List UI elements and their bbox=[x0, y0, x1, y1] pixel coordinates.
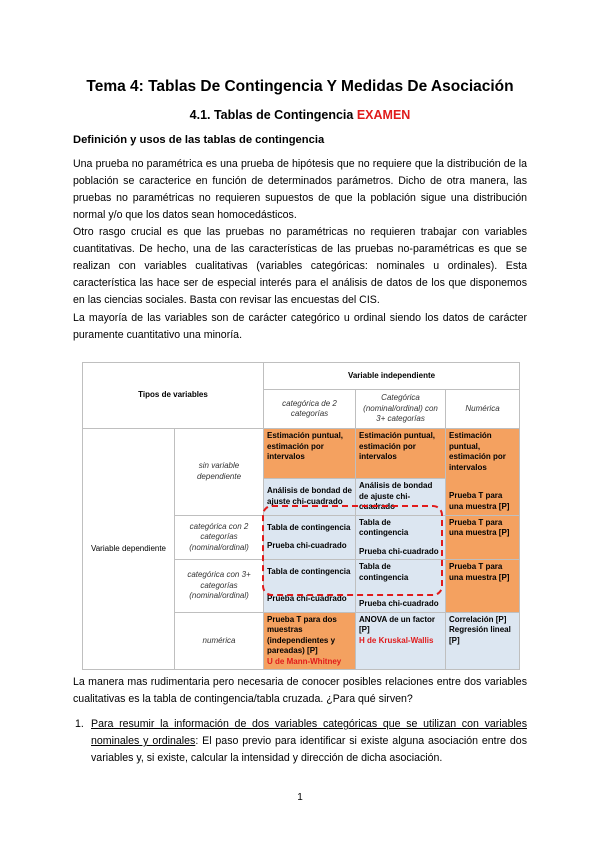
cell-chi-3: Prueba chi-cuadrado bbox=[267, 593, 347, 603]
col-header-cat3: Categórica (nominal/ordinal) con 3+ categorías bbox=[356, 390, 446, 429]
variable-types-table bbox=[82, 362, 520, 670]
cell-prueba-t-muestra-3: Prueba T para una muestra [P] bbox=[446, 560, 520, 613]
cell-tabla-2: Tabla de contingencia bbox=[359, 517, 409, 537]
cell-tabla-1: Tabla de contingencia bbox=[267, 522, 351, 532]
row-header-cat2: categórica con 2 categorías (nominal/ordinal) bbox=[175, 515, 264, 560]
cell-cat2-cat2 bbox=[264, 515, 356, 560]
cell-cat3-cat2 bbox=[264, 560, 356, 613]
independent-header: Variable independiente bbox=[264, 363, 520, 390]
page-number: 1 bbox=[297, 792, 303, 803]
cell-tabla-4: Tabla de contingencia bbox=[359, 562, 409, 582]
cell-chi-1: Prueba chi-cuadrado bbox=[267, 541, 347, 551]
cell-estimacion-3-text: Estimación puntual, estimación por intervalos bbox=[449, 431, 506, 472]
section-subtitle bbox=[0, 108, 600, 122]
col-header-num: Numérica bbox=[446, 390, 520, 429]
paragraph-3: La mayoría de las variables son de carácter categórico u ordinal siendo los datos de carácter puramente cuantitativo una minoría. bbox=[73, 312, 527, 341]
row-header-none: sin variable dependiente bbox=[175, 429, 264, 516]
list-item-1 bbox=[75, 716, 527, 767]
cell-estimacion-3 bbox=[446, 429, 520, 516]
paragraph-4: La manera mas rudimentaria pero necesaria de conocer posibles relaciones entre dos variables cualitativas es la tabla de contingencia/tabla cruzada. ¿Para qué sirven? bbox=[73, 676, 527, 705]
cell-regresion: Regresión lineal [P] bbox=[449, 625, 511, 645]
section-heading: Definición y usos de las tablas de contingencia bbox=[73, 134, 325, 146]
row-header-cat3: categórica con 3+ categorías (nominal/ordinal) bbox=[175, 560, 264, 613]
subtitle-text: 4.1. Tablas de Contingencia bbox=[189, 108, 354, 122]
cell-estimacion-1: Estimación puntual, estimación por intervalos bbox=[264, 429, 356, 479]
list-item-underlined: Para resumir la información de dos variables categóricas que se utilizan con variables nominales y ordinales bbox=[91, 718, 527, 747]
document-title: Tema 4: Tablas De Contingencia Y Medidas De Asociación bbox=[86, 78, 514, 95]
cell-anova: ANOVA de un factor [P] bbox=[359, 614, 436, 634]
dependent-header: Variable dependiente bbox=[83, 429, 175, 670]
table-corner: Tipos de variables bbox=[83, 363, 264, 429]
cell-num-cat2 bbox=[264, 612, 356, 670]
paragraph-2: Otro rasgo crucial es que las pruebas no paramétricas no requieren trabajar con variables cuantitativas. De hecho, una de las características de las pruebas no-paramétricas es que se realizan con variables cualitativas (variables categóricas: nominales u ordinales). Esta característica las hace ser de especial interés para el análisis de datos de los que disponemos en las ciencias sociales. Basta con revisar las encuestas del CIS. bbox=[73, 226, 527, 306]
list-item-text: : El paso previo para identificar si existe alguna asociación entre dos variables y, si existe, calcular la intensidad y dirección de dicha asociación. bbox=[91, 735, 527, 764]
cell-prueba-t-dos: Prueba T para dos muestras (independientes y pareadas) [P] bbox=[267, 614, 337, 655]
cell-num-cat3 bbox=[356, 612, 446, 670]
cell-tabla-3: Tabla de contingencia bbox=[267, 567, 351, 577]
list-number: 1. bbox=[75, 718, 84, 730]
cell-cat2-cat3 bbox=[356, 515, 446, 560]
cell-chi-4: Prueba chi-cuadrado bbox=[359, 599, 439, 608]
paragraph-1: Una prueba no paramétrica es una prueba de hipótesis que no requiere que la distribución de la población se caracterice en función de determinados parámetros. Dicho de otra manera, las pruebas no paramétricas no requieren supuestos de que la población sigue una distribución normal y/o que los datos sean homocedásticos. bbox=[73, 158, 527, 221]
cell-bondad-1: Análisis de bondad de ajuste chi-cuadrado bbox=[264, 479, 356, 516]
cell-num-num bbox=[446, 612, 520, 670]
col-header-cat2: categórica de 2 categorías bbox=[264, 390, 356, 429]
cell-kruskal: H de Kruskal-Wallis bbox=[359, 635, 434, 645]
cell-mann-whitney: U de Mann-Whitney bbox=[267, 656, 342, 666]
cell-bondad-2: Análisis de bondad de ajuste chi-cuadrado bbox=[356, 479, 446, 516]
cell-prueba-t-muestra-2: Prueba T para una muestra [P] bbox=[446, 515, 520, 560]
cell-estimacion-2: Estimación puntual, estimación por intervalos bbox=[356, 429, 446, 479]
cell-prueba-t-muestra-1: Prueba T para una muestra [P] bbox=[449, 491, 510, 511]
cell-chi-2: Prueba chi-cuadrado bbox=[359, 546, 439, 556]
row-header-num: numérica bbox=[175, 612, 264, 670]
cell-cat3-cat3 bbox=[356, 560, 446, 613]
exam-highlight: EXAMEN bbox=[356, 108, 411, 122]
cell-correlacion: Correlación [P] bbox=[449, 614, 507, 624]
